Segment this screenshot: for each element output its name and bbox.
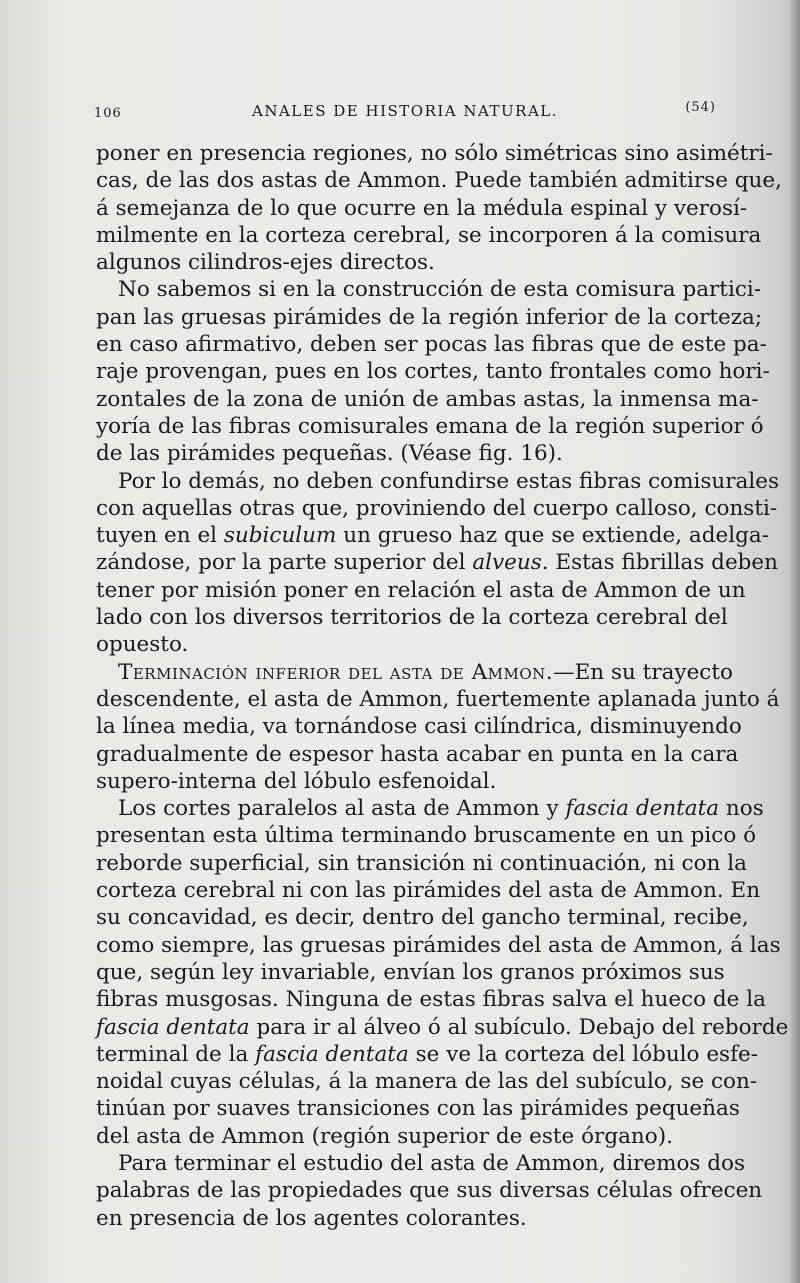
text-run: un grueso haz que se extiende, adelga- <box>336 523 769 549</box>
text-line <box>96 549 779 576</box>
text-line <box>96 304 763 331</box>
text-run: en presencia de los agentes colorantes. <box>96 1205 527 1231</box>
italic-term: fascia dentata <box>96 1014 250 1040</box>
text-run: Para terminar el estudio del asta de Ammon, diremos dos <box>118 1150 746 1176</box>
text-run: en caso afirmativo, deben ser pocas las fibras que de este pa- <box>96 332 767 358</box>
text-run: lado con los diversos territorios de la corteza cerebral del <box>96 605 728 631</box>
text-line <box>96 386 759 413</box>
text-line <box>96 768 716 795</box>
text-run: supero-interna del lóbulo esfenoidal. <box>96 768 497 794</box>
text-line <box>96 986 766 1013</box>
text-run: nos <box>719 796 764 822</box>
text-line <box>96 959 725 986</box>
text-line <box>96 358 770 385</box>
text-run: que, según ley invariable, envían los granos próximos sus <box>96 959 725 985</box>
text-run: zontales de la zona de unión de ambas astas, la inmensa ma- <box>96 386 759 412</box>
text-run: cas, de las dos astas de Ammon. Puede también admitirse que, <box>96 168 782 194</box>
text-line <box>96 1205 716 1232</box>
text-run: tuyen en el <box>96 523 224 549</box>
text-line <box>96 1041 759 1068</box>
italic-term: subiculum <box>223 523 337 549</box>
text-run: reborde superficial, sin transición ni continuación, ni con la <box>96 850 747 876</box>
text-run: zándose, por la parte superior del <box>96 550 473 576</box>
book-spine-shadow <box>790 0 800 1283</box>
text-line <box>96 495 778 522</box>
text-run: No sabemos si en la construcción de esta comisura partici- <box>118 277 762 303</box>
text-line <box>96 1095 740 1122</box>
italic-term: alveus <box>472 550 542 576</box>
text-line <box>96 932 781 959</box>
running-title: ANALES DE HISTORIA NATURAL. <box>252 102 559 120</box>
text-run: milmente en la corteza cerebral, se incorporen á la comisura <box>96 222 762 248</box>
text-run: su concavidad, es decir, dentro del gancho terminal, recibe, <box>96 905 749 931</box>
text-run: yoría de las fibras comisurales emana de la región superior ó <box>96 413 764 439</box>
text-run: tener por misión poner en relación el asta de Ammon de un <box>96 577 746 603</box>
text-run: á semejanza de lo que ocurre en la médula espinal y verosí- <box>96 195 748 221</box>
italic-term: fascia dentata <box>255 1041 409 1067</box>
text-line <box>96 140 773 167</box>
body-text <box>96 140 789 1232</box>
text-line <box>96 1014 789 1041</box>
text-run: corteza cerebral ni con las pirámides del asta de Ammon. En <box>96 878 761 904</box>
text-line <box>96 904 749 931</box>
text-line <box>96 222 762 249</box>
text-line <box>96 1150 746 1177</box>
italic-term: fascia dentata <box>565 796 720 822</box>
text-line <box>96 440 716 467</box>
text-run: descendente, el asta de Ammon, fuertemente aplanada junto á <box>96 686 780 712</box>
text-run: . Estas fibrillas deben <box>541 550 779 576</box>
text-run: la línea media, va tornándose casi cilíndrica, disminuyendo <box>96 714 742 740</box>
text-line <box>96 1123 716 1150</box>
text-run: para ir al álveo ó al subículo. Debajo del reborde <box>249 1014 789 1040</box>
text-run: algunos cilindros-ejes directos. <box>96 250 435 276</box>
text-run: se ve la corteza del lóbulo esfe- <box>408 1041 759 1067</box>
text-run: con aquellas otras que, proviniendo del cuerpo calloso, consti- <box>96 495 778 521</box>
text-run: —En su trayecto <box>553 659 733 685</box>
text-line <box>96 577 746 604</box>
text-run: Los cortes paralelos al asta de Ammon y <box>118 796 566 822</box>
page-number: 106 <box>94 106 122 121</box>
text-line <box>96 659 733 686</box>
text-line <box>96 167 782 194</box>
text-run: terminal de la <box>96 1041 256 1067</box>
text-run: fibras musgosas. Ninguna de estas fibras salva el hueco de la <box>96 987 766 1013</box>
text-line <box>96 1068 758 1095</box>
text-line <box>96 686 780 713</box>
section-heading: Terminación inferior del asta de Ammon. <box>118 659 554 685</box>
page-header <box>94 100 716 124</box>
text-line <box>96 604 728 631</box>
text-run: palabras de las propiedades que sus diversas células ofrecen <box>96 1178 763 1204</box>
text-run: tinúan por suaves transiciones con las pirámides pequeñas <box>96 1096 740 1122</box>
text-run: opuesto. <box>96 632 189 658</box>
text-run: pan las gruesas pirámides de la región inferior de la corteza; <box>96 304 763 330</box>
text-run: del asta de Ammon (región superior de este órgano). <box>96 1123 673 1149</box>
text-run: poner en presencia regiones, no sólo simétricas sino asimétri- <box>96 141 773 166</box>
text-line <box>96 822 757 849</box>
text-line <box>96 1177 763 1204</box>
text-line <box>96 850 747 877</box>
text-run: Por lo demás, no deben confundirse estas fibras comisurales <box>118 468 779 494</box>
text-run: noidal cuyas células, á la manera de las del subículo, se con- <box>96 1069 758 1095</box>
text-run: como siempre, las gruesas pirámides del asta de Ammon, á las <box>96 932 781 958</box>
text-line <box>96 631 716 658</box>
text-line <box>96 741 739 768</box>
text-line <box>96 249 716 276</box>
text-line <box>96 795 764 822</box>
text-run: raje provengan, pues en los cortes, tanto frontales como hori- <box>96 359 770 385</box>
text-line <box>96 195 748 222</box>
text-line <box>96 468 779 495</box>
section-number: (54) <box>685 100 716 115</box>
text-line <box>96 877 761 904</box>
text-run: gradualmente de espesor hasta acabar en punta en la cara <box>96 741 739 767</box>
text-line <box>96 413 764 440</box>
text-line <box>96 522 769 549</box>
text-run: de las pirámides pequeñas. (Véase fig. 16). <box>96 441 563 467</box>
text-line <box>96 276 762 303</box>
text-line <box>96 331 767 358</box>
text-run: presentan esta última terminando bruscamente en un pico ó <box>96 823 757 849</box>
text-line <box>96 713 742 740</box>
